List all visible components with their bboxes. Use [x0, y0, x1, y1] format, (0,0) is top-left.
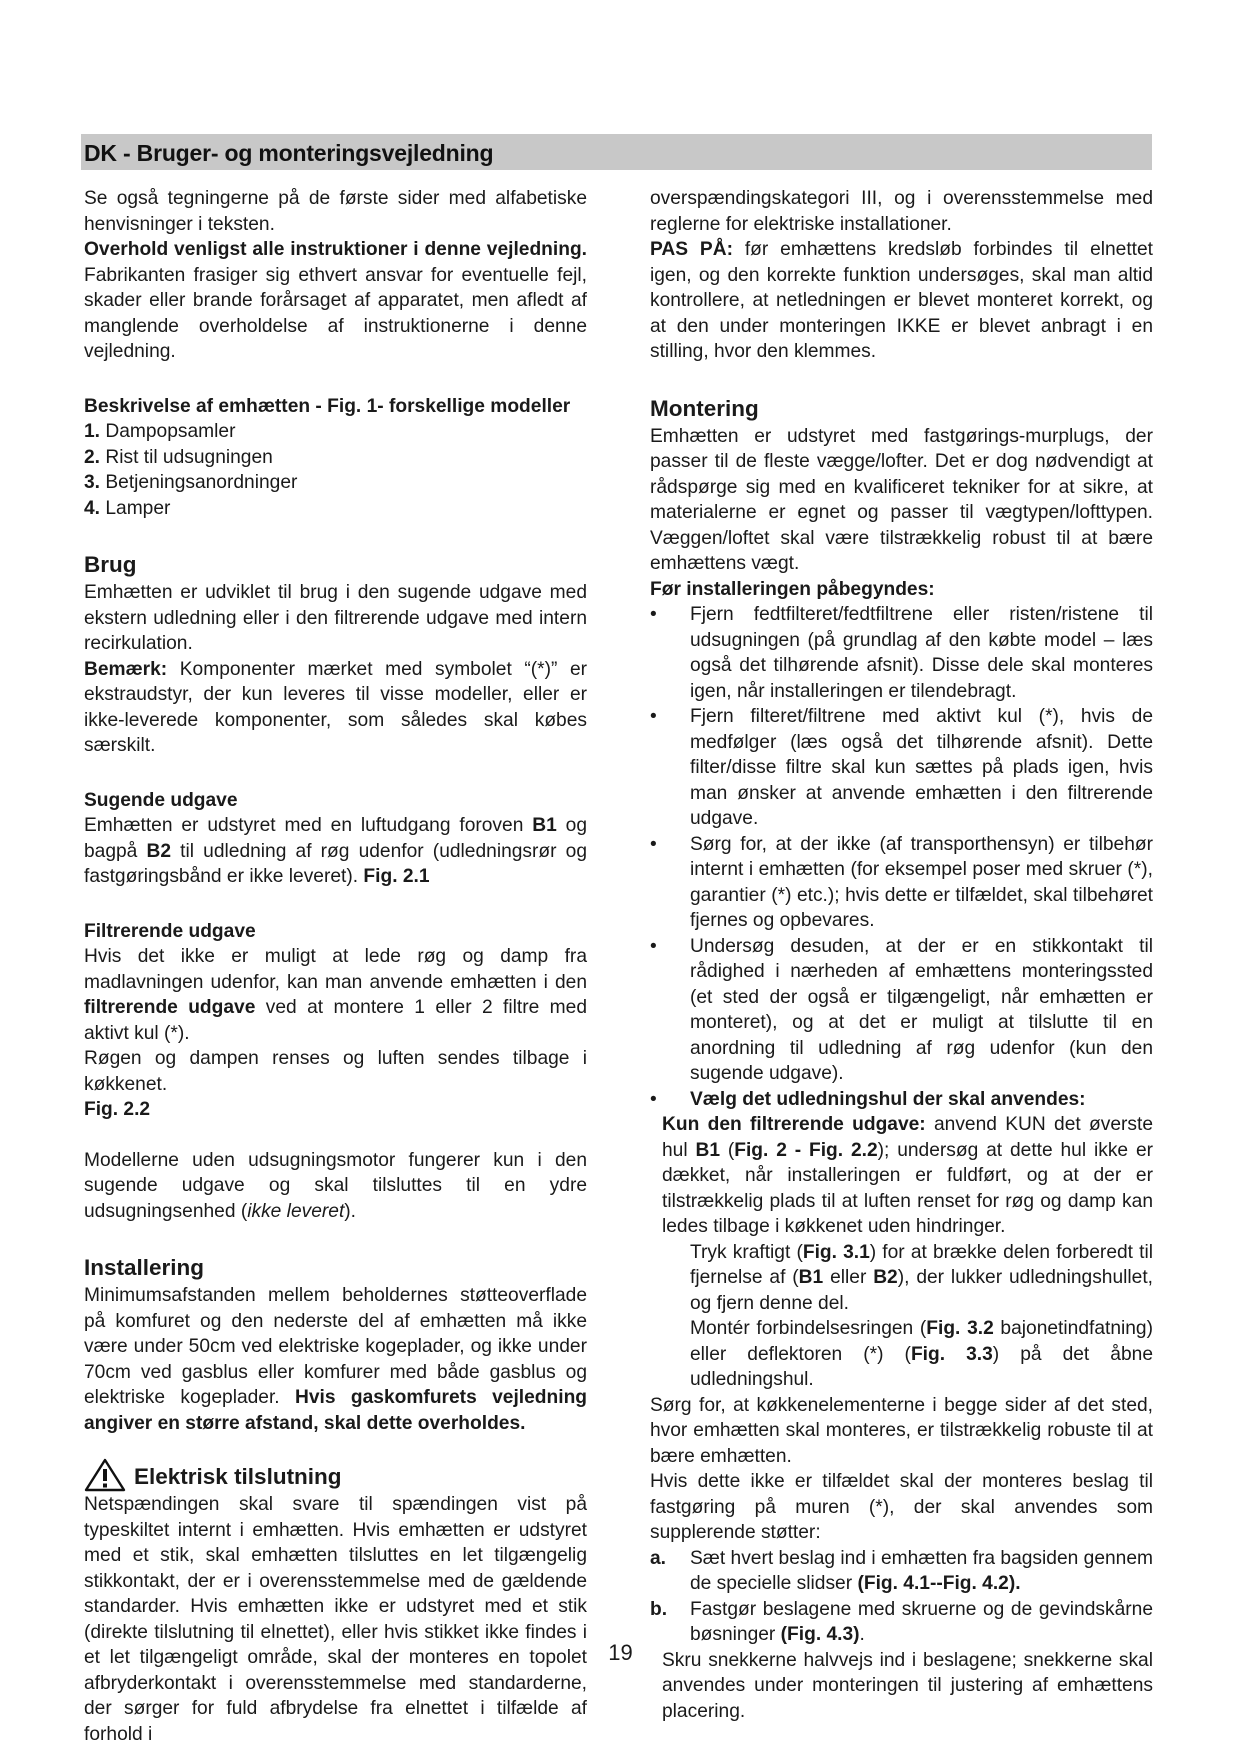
intro-text: Se også tegningerne på de første sider med alfabetiske henvisninger i teksten.	[84, 188, 587, 235]
text-run: B2	[146, 840, 172, 862]
text-run: Hvis gaskomfurets vejledning angiver en større afstand, skal dette overholdes.	[84, 1387, 588, 1434]
text-run: Montér forbindelsesringen (	[690, 1318, 927, 1339]
part-number: 4.	[84, 497, 101, 519]
text-run: ), der lukker udledningshullet, og fjern denne del.	[690, 1267, 1154, 1314]
bullet-mark: •	[650, 935, 657, 957]
montering-paragraph: Emhætten er udstyret med fastgørings-murplugs, der passer til de fleste vægge/lofter. Det er dog nødvendigt at rådspørge sig med en kvalificeret tekniker for at sikre, at materialerne er egnet og passer til vægtypen/lofttypen. Væggen/loftet skal være tilstrækkelig robust til at bære emhættens vægt.	[650, 425, 1153, 574]
walls-paragraph: Sørg for, at køkkenelementerne i begge sider af det sted, hvor emhætten skal monteres, er tilstrækkelig robuste til at bære emhætten.	[650, 1394, 1153, 1467]
text-run: Modellerne uden udsugningsmotor fungerer kun i den sugende udgave og skal tilsluttes til en ydre udsugningsenhed (	[84, 1149, 587, 1222]
figure-ref: Fig. 2 - Fig. 2.2	[734, 1139, 878, 1161]
note-paragraph	[84, 657, 587, 759]
text-run: eller	[823, 1267, 874, 1288]
brug-paragraph: Emhætten er udviklet til brug i den sugende udgave med ekstern udledning eller i den filtrerende udgave med intern recirkulation.	[84, 582, 587, 654]
part-number: 3.	[84, 472, 101, 493]
left-column	[84, 186, 587, 1747]
bracket-steps	[650, 1546, 1153, 1648]
list-item	[84, 496, 587, 522]
text-run: (	[720, 1139, 735, 1161]
bullet-mark: •	[650, 1088, 657, 1110]
text-run: ved at montere 1 eller 2 filtre med aktivt kul (*).	[84, 997, 587, 1044]
caution-text: før emhættens kredsløb forbindes til elnettet igen, og den korrekte funktion undersøges, skal man altid kontrollere, at netledningen er blevet monteret korrekt, og at den under monteringen IKKE er blevet anbragt i en stilling, hvor den klemmes.	[650, 239, 1154, 362]
before-install-heading: Før installeringen påbegyndes:	[650, 578, 935, 600]
caution-label: PAS PÅ:	[650, 239, 733, 260]
text-run: og bagpå	[84, 815, 587, 862]
description-heading: Beskrivelse af emhætten - Fig. 1- forskellige modeller	[84, 395, 571, 417]
text-run: ).	[344, 1200, 357, 1222]
list-item	[650, 832, 1153, 934]
disclaimer-text: Fabrikanten frasiger sig ethvert ansvar for eventuelle fejl, skader eller brande forårsaget af apparatet, men afledt af manglende overholdelse af instruktionerne i denne vejledning.	[84, 264, 587, 362]
figure-ref: Fig. 3.3	[910, 1343, 993, 1365]
list-item	[650, 1546, 1153, 1597]
sugende-heading: Sugende udgave	[84, 789, 238, 811]
warning-icon	[84, 1458, 126, 1492]
text-run: Røgen og dampen renses og luften sendes tilbage i køkkenet.	[84, 1048, 587, 1095]
text-run: filtrerende udgave	[84, 997, 256, 1018]
intro-bold-text: Overhold venligst alle instruktioner i denne vejledning.	[84, 239, 587, 260]
text-run: til udledning af røg udenfor (udledningsrør og fastgøringsbånd er ikke leveret).	[84, 840, 587, 887]
text-run: B1	[798, 1267, 824, 1288]
text-run: Hvis det ikke er muligt at lede røg og damp fra madlavningen udenfor, kan man anvende emhætten i den	[84, 946, 587, 993]
outlet-paragraph	[650, 1112, 1153, 1240]
electrical-heading-text: Elektrisk tilslutning	[134, 1464, 342, 1489]
list-item	[650, 602, 1153, 704]
part-number: 2.	[84, 446, 101, 468]
text-run: ) på det åbne udledningshul.	[690, 1343, 1153, 1390]
continuation-paragraph: overspændingskategori III, og i overensstemmelse med reglerne for elektriske installationer.	[650, 188, 1153, 235]
figure-ref: (Fig. 4.1--Fig. 4.2).	[857, 1573, 1021, 1594]
step-text: .	[859, 1624, 865, 1645]
text-run: B2	[873, 1267, 898, 1288]
note-label: Bemærk:	[84, 658, 168, 680]
bracket-paragraph: Hvis dette ikke er tilfældet skal der monteres beslag til fastgøring på muren (*), der skal anvendes som supplerende støtter:	[650, 1471, 1153, 1543]
press-paragraph	[650, 1240, 1153, 1317]
montering-heading: Montering	[650, 395, 759, 421]
mount-paragraph	[650, 1316, 1153, 1393]
figure-ref: Fig. 2.2	[84, 1099, 151, 1120]
bullet-text: Fjern fedtfilteret/fedtfiltrene eller risten/ristene til udsugningen (på grundlag af den købte model – læs også det tilhørende afsnit). Disse dele skal monteres igen, når installeringen er tilendebragt.	[690, 604, 1153, 702]
list-item	[84, 470, 587, 496]
list-item	[650, 704, 1153, 832]
bullet-text: Fjern filteret/filtrene med aktivt kul (*), hvis de medfølger (læs også det tilhørende afsnit). Dette filter/disse filtre skal kun sættes på plads igen, hvis man ønsker at anvende emhætten i den filtrerende udgave.	[690, 706, 1153, 829]
text-run: Kun den filtrerende udgave:	[662, 1114, 926, 1135]
figure-ref: Fig. 3.1	[802, 1241, 870, 1263]
install-paragraph	[84, 1283, 587, 1436]
text-run: anvend KUN det øverste hul	[662, 1114, 1153, 1161]
section-header-bar	[81, 134, 1152, 170]
list-item	[650, 934, 1153, 1087]
part-label: Lamper	[105, 497, 171, 519]
bullet-mark: •	[650, 706, 657, 727]
parts-list	[84, 419, 587, 521]
brug-heading: Brug	[84, 552, 137, 577]
bullet-text: Undersøg desuden, at der er en stikkontakt til rådighed i nærheden af emhættens monteringssted (et sted der også er tilgængeligt, når emhætten er monteret), og at det er muligt at tilslutte til en anordning til udledning af røg udenfor (kun den sugende udgave).	[690, 935, 1153, 1084]
text-run: ); undersøg at dette hul ikke er dækket, når installeringen er fuldført, og at der er tilstrækkelig plads til at luften renset for røg og damp kan ledes tilbage i køkkenet uden hindringer.	[662, 1139, 1154, 1237]
list-item	[84, 445, 587, 471]
filtrerende-heading: Filtrerende udgave	[84, 920, 256, 942]
text-run: Emhætten er udstyret med en luftudgang foroven	[84, 815, 533, 836]
text-run: B1	[695, 1139, 720, 1161]
figure-ref: (Fig. 4.3)	[780, 1624, 860, 1645]
bullet-mark: •	[650, 833, 657, 855]
electrical-heading	[84, 1458, 587, 1492]
outlet-heading: Vælg det udledningshul der skal anvendes:	[690, 1088, 1086, 1110]
list-item	[84, 419, 587, 445]
electrical-paragraph: Netspændingen skal svare til spændingen vist på typeskiltet internt i emhætten. Hvis emhætten er udstyret med et stik, skal emhætten tilsluttes en let tilgængelig stikkontakt, der er i overensstemmelse med de gældende standarder. Hvis emhætten ikke er udstyret med et stik (direkte tilslutning til elnettet), eller hvis stikket ikke findes i et let tilgængeligt område, skal der monteres en topolet afbryderkontakt i overensstemmelse med standarderne, der sørger for fuld afbrydelse fra elnettet i tilfælde af forhold i	[84, 1494, 587, 1745]
text-run: ) for at brække delen forberedt til fjernelse af (	[690, 1241, 1153, 1288]
text-run: Tryk kraftigt (	[690, 1241, 803, 1263]
install-heading: Installering	[84, 1255, 205, 1280]
step-mark: b.	[650, 1598, 668, 1620]
part-label: Rist til udsugningen	[105, 446, 273, 468]
bullet-text: Sørg for, at der ikke (af transporthensyn) er tilbehør internt i emhætten (for eksempel poser med skruer (*), garantier (*) etc.); hvis dette er tilfældet, skal tilbehøret fjernes og opbevares.	[690, 833, 1153, 931]
step-text: Sæt hvert beslag ind i emhætten fra bagsiden gennem de specielle slidser	[690, 1547, 1153, 1594]
note-text: Komponenter mærket med symbolet “(*)” er ekstraudstyr, der kun leveres til visse modeller, eller er ikke-leverede komponenter, som således skal købes særskilt.	[84, 658, 587, 756]
page-title: DK - Bruger- og monteringsvejledning	[84, 140, 494, 166]
text-run: ikke leveret	[247, 1200, 345, 1222]
intro-paragraph	[84, 186, 587, 365]
figure-ref: Fig. 3.2	[926, 1318, 994, 1339]
page-number: 19	[608, 1640, 633, 1665]
part-label: Betjeningsanordninger	[105, 472, 298, 493]
preparation-list	[650, 602, 1153, 1112]
sugende-paragraph	[84, 813, 587, 890]
right-column	[650, 186, 1153, 1724]
step-mark: a.	[650, 1547, 667, 1569]
text-run: B1	[532, 815, 557, 836]
screw-text: Skru snekkerne halvvejs ind i beslagene; snekkerne skal anvendes under monteringen til justering af emhættens placering.	[662, 1649, 1153, 1722]
text-run: bajonetindfatning) eller deflektoren (*) (	[690, 1318, 1153, 1365]
list-item	[650, 1087, 1153, 1113]
part-label: Dampopsamler	[105, 421, 236, 442]
models-paragraph	[84, 1148, 587, 1225]
step-text: Fastgør beslagene med skruerne og de gevindskårne bøsninger	[690, 1598, 1153, 1645]
caution-paragraph	[650, 237, 1153, 365]
text-run: Minimumsafstanden mellem beholdernes støtteoverflade på komfuret og den nederste del af emhætten må ikke være under 50cm ved elektriske kogeplader, og ikke under 70cm ved gasblus eller komfurer med både gasblus og elektriske kogeplader.	[84, 1285, 587, 1408]
bullet-mark: •	[650, 604, 657, 625]
filtrerende-paragraph	[84, 944, 587, 1123]
part-number: 1.	[84, 421, 101, 442]
figure-ref: Fig. 2.1	[363, 866, 430, 887]
